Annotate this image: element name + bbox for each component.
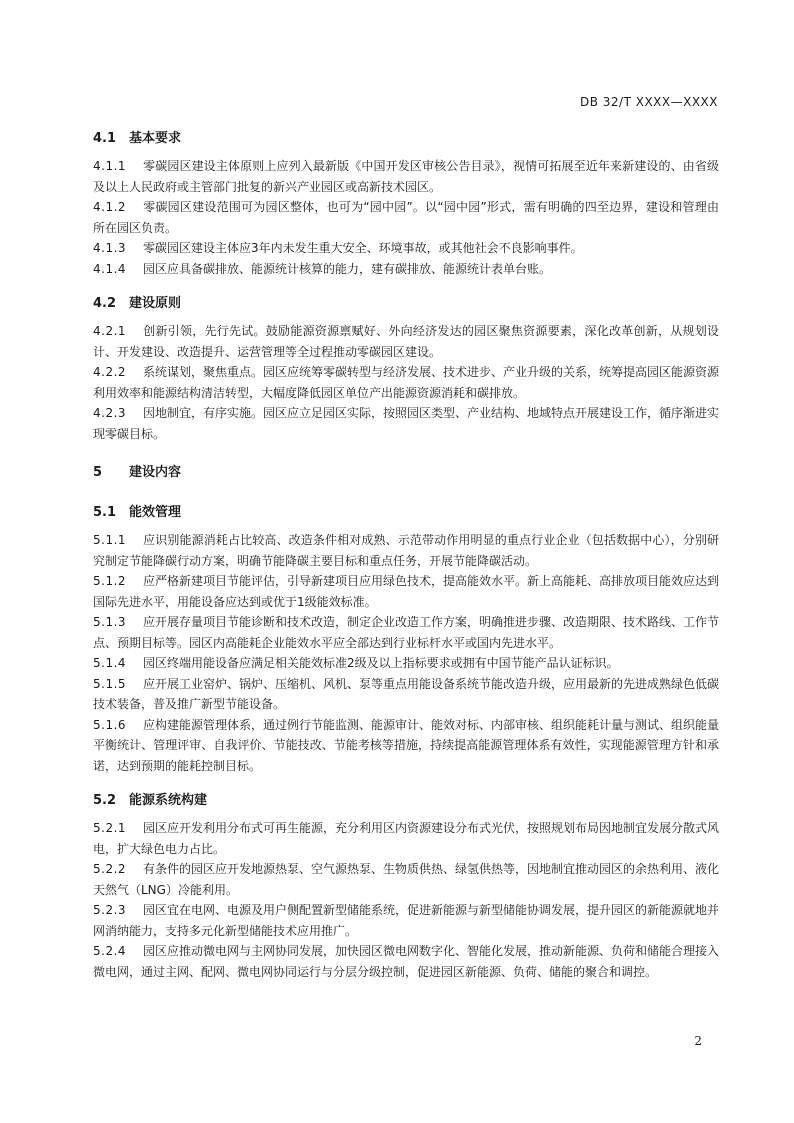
clause-4-1-2: 4.1.2 零碳园区建设范围可为园区整体，也可为“园中园”。以“园中园”形式，需有明确的四至边界，建设和管理由所在园区负责。	[93, 200, 719, 235]
document-body	[93, 128, 719, 982]
clause-5-1-4: 5.1.4 园区终端用能设备应满足相关能效标准2级及以上指标要求或拥有中国节能产品认证标识。	[93, 656, 619, 670]
page-number: 2	[694, 1034, 702, 1048]
clause-5-1-1: 5.1.1 应识别能源消耗占比较高、改造条件相对成熟、示范带动作用明显的重点行业企业（包括数据中心），分别研究制定节能降碳行动方案，明确节能降碳主要目标和重点任务，开展节能降碳活动。	[93, 533, 719, 568]
clause-5-1-5: 5.1.5 应开展工业窑炉、锅炉、压缩机、风机、泵等重点用能设备系统节能改造升级，应用最新的先进成熟绿色低碳技术装备，普及推广新型节能设备。	[93, 676, 720, 711]
section-heading-5-2: 5.2 能源系统构建	[93, 793, 208, 808]
chapter-heading-5: 5 建设内容	[93, 465, 182, 480]
clause-5-2-1: 5.2.1 园区应开发利用分布式可再生能源，充分利用区内资源建设分布式光伏，按照规划布局因地制宜发展分散式风电，扩大绿色电力占比。	[93, 821, 720, 856]
clause-4-1-3: 4.1.3 零碳园区建设主体应3年内未发生重大安全、环境事故，或其他社会不良影响事件。	[93, 241, 583, 255]
standard-code: DB 32/T XXXX—XXXX	[579, 95, 718, 109]
clause-4-2-2: 4.2.2 系统谋划，聚焦重点。园区应统筹零碳转型与经济发展、技术进步、产业升级的关系，统筹提高园区能源资源利用效率和能源结构清洁转型，大幅度降低园区单位产出能源资源消耗和碳排放。	[93, 365, 720, 400]
section-heading-4-1: 4.1 基本要求	[93, 131, 182, 146]
section-heading-5-1: 5.1 能效管理	[93, 505, 182, 520]
section-heading-4-2: 4.2 建设原则	[93, 296, 182, 311]
clause-5-1-6: 5.1.6 应构建能源管理体系，通过例行节能监测、能源审计、能效对标、内部审核、组织能耗计量与测试、组织能量平衡统计、管理评审、自我评价、节能技改、节能考核等措施，持续提高能源管理体系有效性，实现能源管理方针和承诺，达到预期的能耗控制目标。	[93, 717, 720, 773]
clause-4-1-1: 4.1.1 零碳园区建设主体原则上应列入最新版《中国开发区审核公告目录》，视情可拓展至近年来新建设的、由省级及以上人民政府或主管部门批复的新兴产业园区或高新技术园区。	[93, 159, 719, 194]
clause-5-1-2: 5.1.2 应严格新建项目节能评估，引导新建项目应用绿色技术，提高能效水平。新上高能耗、高排放项目能效应达到国际先进水平，用能设备应达到或优于1级能效标准。	[93, 574, 720, 609]
clause-5-1-3: 5.1.3 应开展存量项目节能诊断和技术改造，制定企业改造工作方案，明确推进步骤、改造期限、技术路线、工作节点、预期目标等。园区内高能耗企业能效水平应全部达到行业标杆水平或国内先进水平。	[93, 615, 720, 650]
clause-4-2-3: 4.2.3 因地制宜，有序实施。园区应立足园区实际，按照园区类型、产业结构、地域特点开展建设工作，循序渐进实现零碳目标。	[93, 406, 720, 441]
clause-4-2-1: 4.2.1 创新引领，先行先试。鼓励能源资源禀赋好、外向经济发达的园区聚焦资源要素，深化改革创新，从规划设计、开发建设、改造提升、运营管理等全过程推动零碳园区建设。	[93, 324, 719, 359]
clause-5-2-4: 5.2.4 园区应推动微电网与主网协同发展，加快园区微电网数字化、智能化发展，推动新能源、负荷和储能合理接入微电网，通过主网、配网、微电网协同运行与分层分级控制，促进园区新能源、负荷、储能的聚合和调控。	[93, 944, 720, 979]
clause-5-2-2: 5.2.2 有条件的园区应开发地源热泵、空气源热泵、生物质供热、绿氢供热等，因地制宜推动园区的余热利用、液化天然气（LNG）冷能利用。	[93, 862, 720, 897]
clause-5-2-3: 5.2.3 园区宜在电网、电源及用户侧配置新型储能系统，促进新能源与新型储能协调发展，提升园区的新能源就地并网消纳能力，支持多元化新型储能技术应用推广。	[93, 903, 720, 938]
clause-4-1-4: 4.1.4 园区应具备碳排放、能源统计核算的能力，建有碳排放、能源统计表单台账。	[93, 261, 552, 276]
